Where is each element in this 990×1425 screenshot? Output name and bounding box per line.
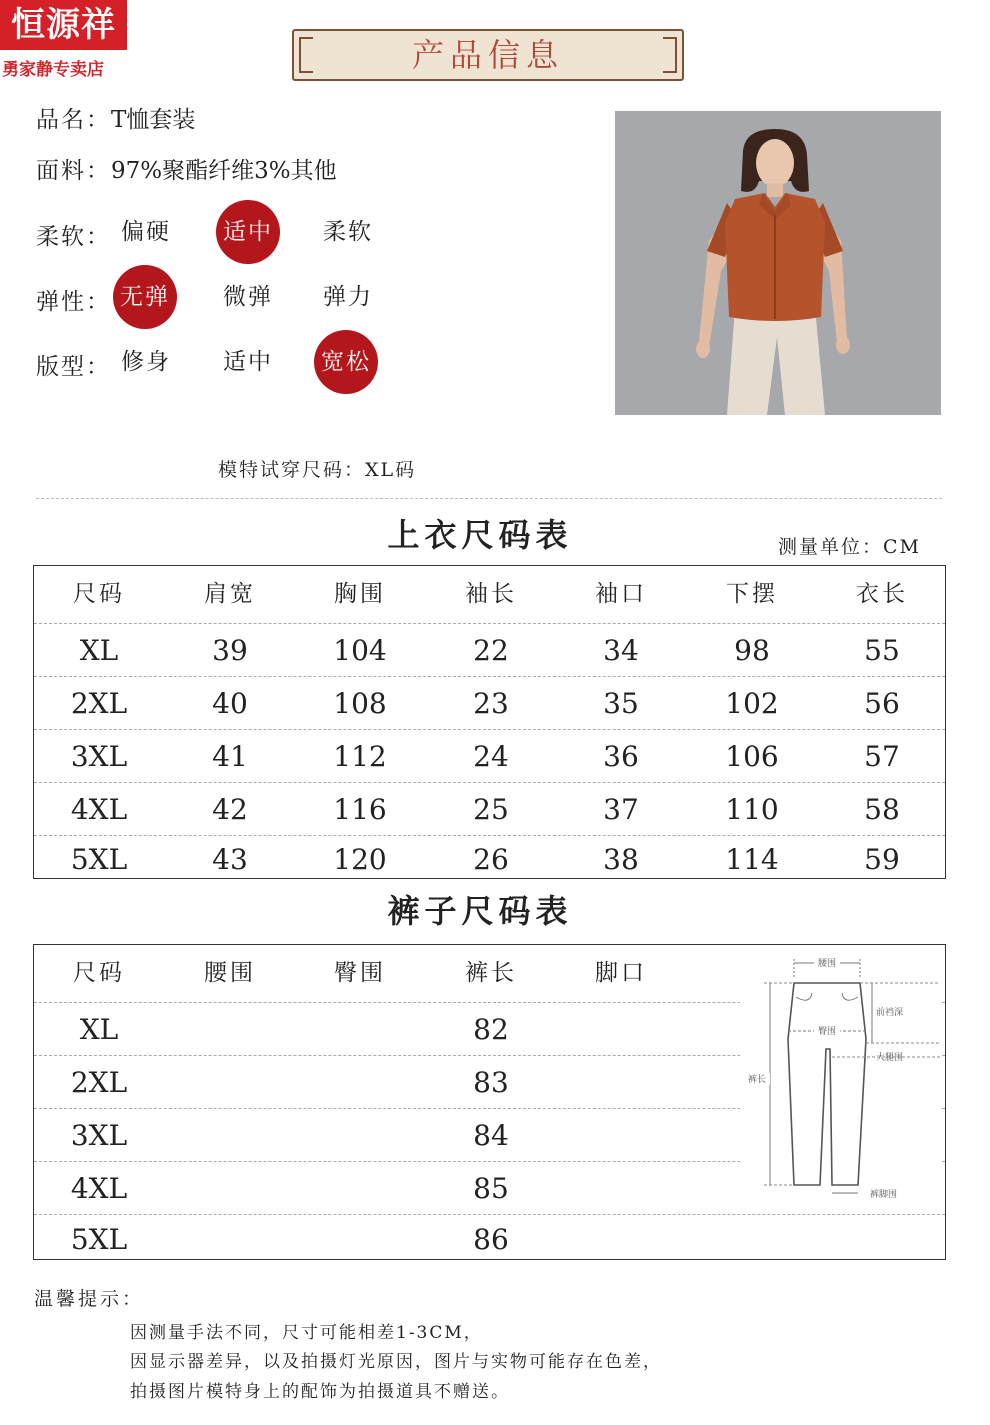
- header-cell: 臀围: [334, 960, 386, 986]
- model-size-note: 模特试穿尺码：XL码: [218, 459, 417, 481]
- table-cell: 106: [725, 740, 779, 773]
- banner-title: 产品信息: [411, 36, 564, 74]
- table-cell: 39: [212, 634, 248, 667]
- diagram-waist-label: 腰围: [817, 959, 837, 969]
- table-cell: 40: [212, 687, 248, 720]
- header-cell: 袖长: [465, 581, 517, 607]
- table-cell: 38: [603, 843, 639, 876]
- top-size-table: [33, 565, 946, 879]
- measure-unit: 测量单位：CM: [778, 536, 921, 558]
- softness-option-soft: 柔软: [323, 219, 373, 245]
- header-cell: 裤长: [465, 960, 517, 986]
- header-cell: 下摆: [726, 581, 778, 607]
- product-name-line: [36, 101, 195, 134]
- top-size-table-title: 上衣尺码表: [387, 516, 573, 554]
- table-cell: 112: [333, 740, 387, 773]
- table-cell: 83: [473, 1066, 509, 1099]
- pants-size-table-title: 裤子尺码表: [387, 892, 573, 930]
- fit-option-loose: 宽松: [314, 330, 378, 394]
- table-cell: 116: [333, 793, 387, 826]
- table-cell: 34: [603, 634, 639, 667]
- header-cell: 腰围: [204, 960, 256, 986]
- table-cell: 22: [473, 634, 509, 667]
- model-illustration: [615, 111, 941, 415]
- table-row: [34, 676, 945, 730]
- table-cell: 43: [212, 843, 248, 876]
- elasticity-option-stretch: 弹力: [323, 284, 373, 310]
- product-name-value: T恤套装: [111, 107, 196, 133]
- size-cell: 3XL: [70, 1119, 128, 1152]
- table-cell: 98: [734, 634, 770, 667]
- diagram-rise-label: 前裆深: [876, 1008, 904, 1018]
- table-cell: 42: [212, 793, 248, 826]
- table-row: [34, 623, 945, 677]
- table-cell: 110: [725, 793, 779, 826]
- table-cell: 57: [864, 740, 900, 773]
- table-cell: 24: [473, 740, 509, 773]
- table-cell: 84: [473, 1119, 509, 1152]
- fit-option-slim: 修身: [121, 349, 171, 375]
- header-cell: 脚口: [595, 960, 647, 986]
- diagram-length-label: 裤长: [748, 1075, 767, 1085]
- size-cell: 2XL: [70, 687, 128, 720]
- table-row: [34, 782, 945, 836]
- header-cell: 衣长: [856, 581, 908, 607]
- table-cell: 25: [473, 793, 509, 826]
- softness-label: 柔软：: [36, 224, 111, 250]
- table-cell: 37: [603, 793, 639, 826]
- product-name-label: 品名：: [36, 107, 111, 133]
- size-cell: 3XL: [70, 740, 128, 773]
- fabric-value: 97%聚酯纤维3%其他: [111, 158, 337, 184]
- table-row: [34, 729, 945, 783]
- table-row: [34, 835, 945, 878]
- header-cell: 尺码: [73, 960, 125, 986]
- table-cell: 59: [864, 843, 900, 876]
- elasticity-label: 弹性：: [36, 289, 111, 315]
- tips-title: 温馨提示：: [34, 1288, 145, 1310]
- size-cell: 4XL: [70, 793, 128, 826]
- size-cell: 4XL: [70, 1172, 128, 1205]
- table-cell: 58: [864, 793, 900, 826]
- product-photo: [615, 111, 941, 415]
- softness-option-hard: 偏硬: [121, 219, 171, 245]
- table-cell: 114: [725, 843, 779, 876]
- header-cell: 胸围: [334, 581, 386, 607]
- table-header-row: [34, 568, 945, 621]
- size-cell: XL: [79, 634, 119, 667]
- diagram-hip-label: 臀围: [817, 1027, 837, 1037]
- fit-label: 版型：: [36, 354, 111, 380]
- tip-line: 因测量手法不同，尺寸可能相差1-3CM，: [130, 1323, 483, 1343]
- table-cell: 120: [333, 843, 387, 876]
- table-cell: 108: [333, 687, 387, 720]
- header-cell: 袖口: [595, 581, 647, 607]
- table-cell: 104: [333, 634, 387, 667]
- table-cell: 56: [864, 687, 900, 720]
- table-cell: 23: [473, 687, 509, 720]
- table-row: [34, 1214, 945, 1259]
- table-cell: 26: [473, 843, 509, 876]
- fabric-label: 面料：: [36, 158, 111, 184]
- fit-option-regular: 适中: [223, 349, 273, 375]
- pants-measurement-diagram: [740, 949, 940, 1201]
- table-cell: 36: [603, 740, 639, 773]
- header-cell: 尺码: [73, 581, 125, 607]
- divider: [36, 498, 942, 499]
- store-name: 勇家静专卖店: [2, 60, 104, 80]
- table-cell: 85: [473, 1172, 509, 1205]
- diagram-thigh-label: 大腿围: [876, 1053, 904, 1063]
- fabric-line: [36, 152, 337, 185]
- table-cell: 102: [725, 687, 779, 720]
- table-cell: 86: [473, 1223, 509, 1256]
- table-cell: 82: [473, 1013, 509, 1046]
- size-cell: 2XL: [70, 1066, 128, 1099]
- softness-option-medium: 适中: [216, 200, 280, 264]
- size-cell: 5XL: [70, 1223, 128, 1256]
- elasticity-option-slight: 微弹: [223, 284, 273, 310]
- header-cell: 肩宽: [204, 581, 256, 607]
- elasticity-option-none: 无弹: [113, 265, 177, 329]
- table-cell: 35: [603, 687, 639, 720]
- pants-size-table: [33, 944, 946, 1260]
- section-banner: [292, 29, 684, 81]
- table-cell: 41: [212, 740, 248, 773]
- brand-logo: 恒源祥: [0, 0, 127, 50]
- size-cell: 5XL: [70, 843, 128, 876]
- size-cell: XL: [79, 1013, 119, 1046]
- table-cell: 55: [864, 634, 900, 667]
- tip-line: 拍摄图片模特身上的配饰为拍摄道具不赠送。: [130, 1382, 510, 1402]
- tip-line: 因显示器差异，以及拍摄灯光原因，图片与实物可能存在色差，: [130, 1352, 662, 1372]
- diagram-hem-label: 裤脚围: [870, 1190, 898, 1200]
